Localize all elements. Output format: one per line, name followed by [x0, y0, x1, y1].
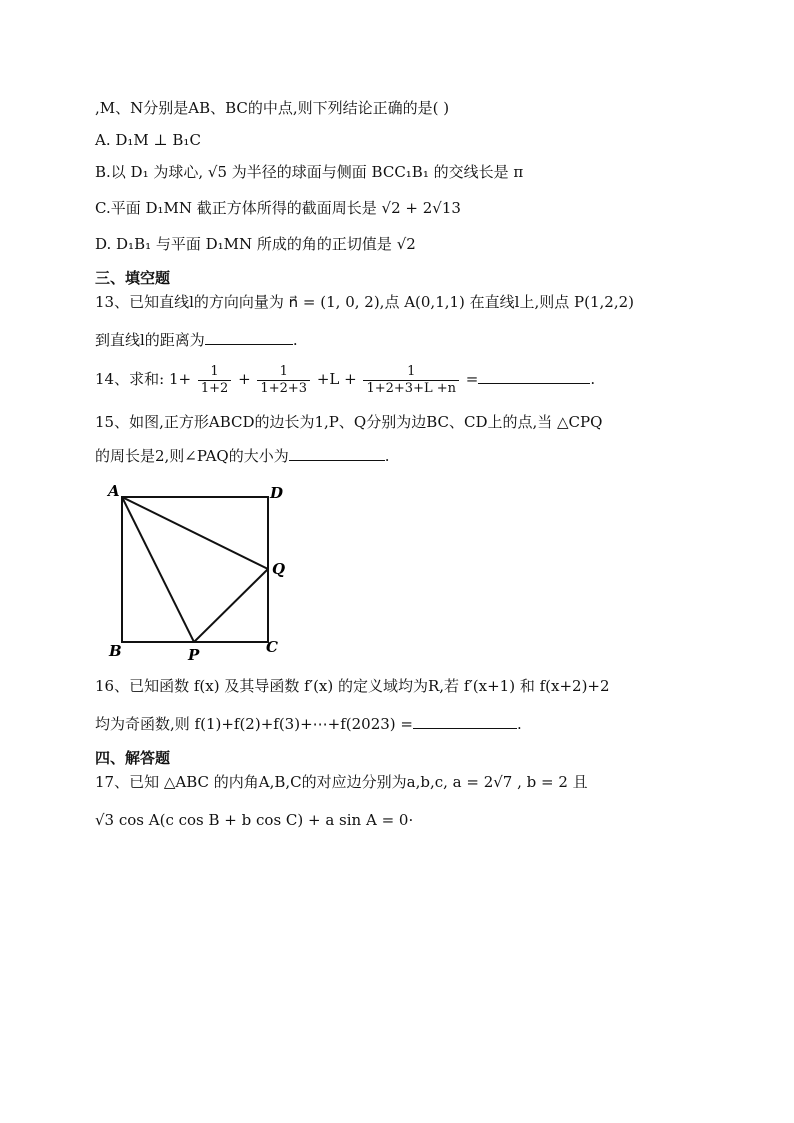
q17-line-2: √3 cos A(c cos B + b cos C) + a sin A = 0·: [95, 811, 414, 829]
label-q: Q: [272, 560, 286, 578]
q13-answer-blank[interactable]: [205, 330, 293, 345]
q12-stem-tail: ,M、N分别是AB、BC的中点,则下列结论正确的是( ): [95, 99, 450, 117]
q12-option-a: A. D₁M ⊥ B₁C: [95, 131, 201, 149]
q14-fraction-2: $\frac{1}{1+2+3}$: [257, 364, 310, 397]
segment-pq: [194, 569, 268, 642]
q13-line-2: 到直线l的距离为 .: [95, 331, 298, 349]
label-a: A: [108, 482, 120, 500]
q12-option-c: C.平面 D₁MN 截正方体所得的截面周长是 √2 + 2√13: [95, 199, 461, 217]
segment-aq: [122, 497, 268, 569]
label-c: C: [266, 638, 278, 656]
q16-answer-blank[interactable]: [413, 714, 517, 729]
square-outline: [122, 497, 268, 642]
section-solutions: 四、解答题: [95, 749, 171, 767]
q15-line-1: 15、如图,正方形ABCD的边长为1,P、Q分别为边BC、CD上的点,当 △CPQ: [95, 413, 603, 431]
label-p: P: [188, 646, 200, 664]
segment-ap: [122, 497, 194, 642]
q14-answer-blank[interactable]: [478, 369, 590, 384]
q14-fraction-3: $\frac{1}{1+2+3+L +n}$: [363, 364, 459, 397]
square-abcd-figure: [100, 480, 300, 665]
section-fill-in-blank: 三、填空题: [95, 269, 171, 287]
label-d: D: [270, 484, 284, 502]
q12-option-d: D. D₁B₁ 与平面 D₁MN 所成的角的正切值是 √2: [95, 235, 416, 253]
q15-line-2: 的周长是2,则∠PAQ的大小为 .: [95, 447, 390, 465]
label-b: B: [109, 642, 122, 660]
q13-line-1: 13、已知直线l的方向向量为 n⃗ = (1, 0, 2),点 A(0,1,1) 在直线l上,则点 P(1,2,2): [95, 293, 634, 311]
q15-answer-blank[interactable]: [289, 446, 385, 461]
q12-option-b: B.以 D₁ 为球心, √5 为半径的球面与侧面 BCC₁B₁ 的交线长是 π: [95, 163, 524, 181]
q17-line-1: 17、已知 △ABC 的内角A,B,C的对应边分别为a,b,c, a = 2√7 , b = 2 且: [95, 773, 588, 791]
q14-line: 14、求和: 1+ $\frac{1}{1+2}$ + $\frac{1}{1+2+3}$ +L + $\frac{1}{1+2+3+L +n}$ = .: [95, 363, 596, 396]
q16-line-2: 均为奇函数,则 f(1)+f(2)+f(3)+⋯+f(2023) = .: [95, 715, 522, 733]
q16-line-1: 16、已知函数 f(x) 及其导函数 f′(x) 的定义域均为R,若 f′(x+1) 和 f(x+2)+2: [95, 677, 610, 695]
q14-fraction-1: $\frac{1}{1+2}$: [198, 364, 231, 397]
